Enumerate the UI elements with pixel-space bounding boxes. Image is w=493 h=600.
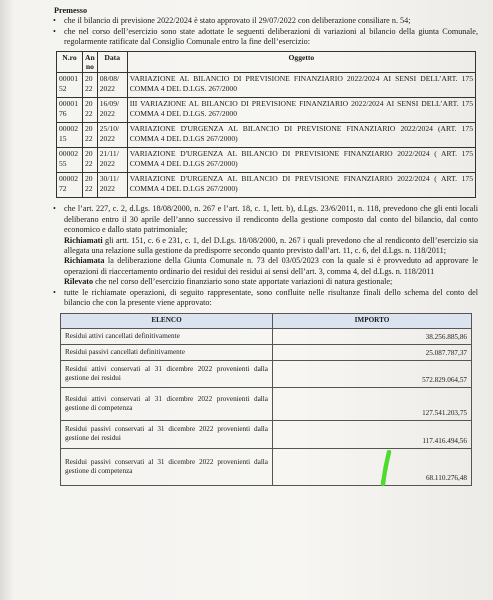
cell-data: 21/11/ 2022 [97, 148, 127, 173]
column-header-importo: IMPORTO [273, 313, 472, 328]
bullet-text: che l’art. 227, c. 2, d.Lgs. 18/08/2000, n. 267 e l’art. 18, c. 1, lett. b), d.Lgs. 23/6/2011, n. 118, prevedono che gli enti locali deliberano entro il 30 aprile dell’anno successivo il rendiconto della gestione composto dal conto del bilancio, dal conto economico e dallo stato patrimoniale; [64, 204, 478, 235]
table-row [57, 148, 476, 173]
table-row [57, 123, 476, 148]
table-row [57, 73, 476, 98]
cell-data: 08/08/ 2022 [97, 73, 127, 98]
cell-label: Residui passivi conservati al 31 dicembre 2022 provenienti dalla gestione di competenza [61, 448, 273, 485]
bullet-item [48, 16, 478, 26]
heading-premesso: Premesso [54, 6, 88, 15]
column-header-nro: N.ro [57, 51, 83, 73]
table-row [61, 420, 472, 448]
column-header-data: Data [97, 51, 127, 73]
bullet-text: che nel corso dell’esercizio sono state adottate le seguenti deliberazioni di variazioni al bilancio della giunta Comunale, regolarmente ratificate dal Consiglio Comunale entro la fine dell’esercizio: [64, 26, 478, 47]
elenco-table [60, 313, 472, 486]
cell-oggetto: VARIAZIONE D'URGENZA AL BILANCIO DI PREVISIONE FINANZIARIO 2022/2024 ( ART. 175 COMMA 4 DEL D.LGS 267/2000) [127, 173, 475, 198]
paragraph-text: la deliberazione della Giunta Comunale n. 73 del 03/05/2023 con la quale si è provveduto ad approvare le operazioni di riaccertamento ordinario dei residui dei residui ai sensi dell’art. 3, comma 4, del d.Lgs. n. 118/2011 [64, 256, 478, 276]
cell-amount: 68.110.276,48 [273, 448, 472, 485]
bullet-list-mid [48, 204, 478, 235]
table-row [61, 360, 472, 387]
cell-nro: 00001 76 [57, 98, 83, 123]
bullet-icon: • [53, 16, 56, 26]
cell-nro: 00002 15 [57, 123, 83, 148]
paragraph-richiamata [64, 256, 478, 277]
column-header-oggetto: Oggetto [127, 51, 475, 73]
table-row [61, 448, 472, 485]
table-row [61, 387, 472, 420]
cell-data: 30/11/ 2022 [97, 173, 127, 198]
bullet-text: che il bilancio di previsione 2022/2024 è stato approvato il 29/07/2022 con deliberazione consiliare n. 54; [64, 16, 411, 26]
cell-data: 16/09/ 2022 [97, 98, 127, 123]
highlighter-mark-icon [379, 450, 393, 488]
cell-amount: 38.256.885,86 [273, 328, 472, 344]
paragraph-text: che nel corso dell’esercizio finanziario sono state apportate variazioni di natura gestionale; [93, 277, 393, 287]
keyword-rilevato: Rilevato [64, 277, 94, 287]
bullet-icon: • [53, 287, 56, 297]
column-header-elenco: ELENCO [61, 313, 273, 328]
bullet-item [48, 27, 478, 48]
bullet-text: tutte le richiamate operazioni, di seguito rappresentate, sono confluite nelle risultanze finali dello schema del conto del bilancio che con la presente viene approvato: [64, 287, 478, 308]
bullet-item [48, 288, 478, 309]
cell-anno: 20 22 [83, 148, 98, 173]
bullet-icon: • [53, 204, 56, 214]
cell-oggetto: III VARIAZIONE AL BILANCIO DI PREVISIONE FINANZIARIO 2022/2024 AI SENSI DELL’ART. 175 COMMA 4 DEL D.LGS. 267/2000 [127, 98, 475, 123]
cell-amount: 572.829.064,57 [273, 360, 472, 387]
cell-oggetto: VARIAZIONE D'URGENZA AL BILANCIO DI PREVISIONE FINANZIARIO 2022/2024 ( ART. 175 COMMA 4 DEL D.LGS 267/2000) [127, 148, 475, 173]
cell-nro: 00001 52 [57, 73, 83, 98]
table-row [57, 98, 476, 123]
cell-anno: 20 22 [83, 173, 98, 198]
document-content [48, 6, 478, 486]
bullet-item [48, 204, 478, 235]
table-row [61, 328, 472, 344]
cell-anno: 20 22 [83, 123, 98, 148]
table-header-row [57, 51, 476, 73]
cell-amount: 25.087.787,37 [273, 344, 472, 360]
table-row [57, 173, 476, 198]
bullet-list-bottom [48, 288, 478, 309]
cell-label: Residui attivi conservati al 31 dicembre 2022 provenienti dalla gestione dei residui [61, 360, 273, 387]
cell-amount: 117.416.494,56 [273, 420, 472, 448]
deliberations-table [56, 51, 476, 199]
paragraph-rilevato [64, 277, 478, 287]
cell-nro: 00002 72 [57, 173, 83, 198]
paragraph-richiamati [64, 236, 478, 257]
cell-data: 25/10/ 2022 [97, 123, 127, 148]
cell-oggetto: VARIAZIONE AL BILANCIO DI PREVISIONE FINANZIARIO 2022/2024 AI SENSI DELL’ART. 175 COMMA 4 DEL D.LGS. 267/2000 [127, 73, 475, 98]
keyword-richiamata: Richiamata [64, 256, 105, 266]
cell-label: Residui attivi cancellati definitivamente [61, 328, 273, 344]
table-row [61, 344, 472, 360]
cell-nro: 00002 55 [57, 148, 83, 173]
paragraph-text: gli artt. 151, c. 6 e 231, c. 1, del D.Lgs. 18/08/2000, n. 267 i quali prevedono che al rendiconto dell’esercizio sia allegata una relazione sulla gestione da predisporre secondo quanto previsto dall’art. 11, c. 6, del d.Lgs. n. 118/2011; [64, 235, 478, 256]
cell-label: Residui passivi cancellati definitivamente [61, 344, 273, 360]
cell-label: Residui passivi conservati al 31 dicembre 2022 provenienti dalla gestione dei residui [61, 420, 273, 448]
table-header-row [61, 313, 472, 328]
cell-label: Residui attivi conservati al 31 dicembre 2022 provenienti dalla gestione di competenza [61, 387, 273, 420]
cell-amount: 127.541.203,75 [273, 387, 472, 420]
bullet-list-top [48, 16, 478, 47]
cell-anno: 20 22 [83, 98, 98, 123]
bullet-icon: • [53, 26, 56, 36]
highlighter-stroke [383, 452, 389, 484]
column-header-anno: An no [83, 51, 98, 73]
keyword-richiamati: Richiamati [64, 235, 103, 245]
cell-anno: 20 22 [83, 73, 98, 98]
cell-oggetto: VARIAZIONE D'URGENZA AL BILANCIO DI PREVISIONE FINANZIARIO 2022/2024 (ART. 175 COMMA 4 DEL D.LGS 267/2000) [127, 123, 475, 148]
